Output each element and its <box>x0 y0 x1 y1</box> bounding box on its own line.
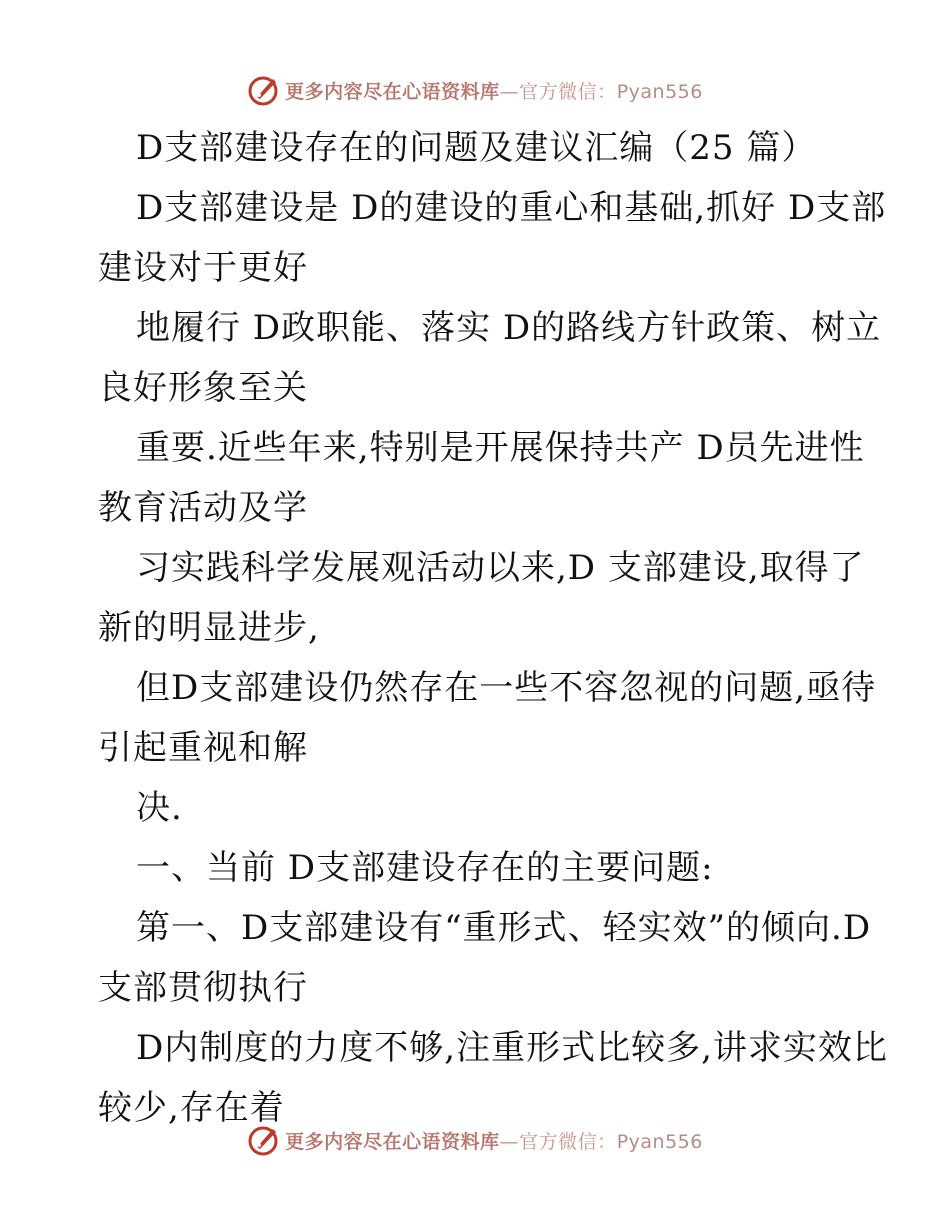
banner-site-text: 更多内容尽在心语资料库 <box>285 80 500 103</box>
paragraph-line: 习实践科学发展观活动以来,D 支部建设,取得了新的明显进步, <box>98 548 865 648</box>
paragraph-line: D支部建设是 D的建设的重心和基础,抓好 D支部建设对于更好 <box>98 188 887 288</box>
footer-banner <box>0 1120 950 1160</box>
paragraph-line: 决. <box>136 788 183 828</box>
heading-line: 一、当前 D支部建设存在的主要问题: <box>136 848 714 888</box>
banner-text <box>285 1127 703 1154</box>
paragraph-line: 第一、D支部建设有“重形式、轻实效”的倾向.D 支部贯彻执行 <box>98 908 872 1008</box>
banner-dash: — <box>499 80 520 103</box>
header-banner <box>0 70 950 110</box>
paragraph-4 <box>98 538 898 658</box>
paragraph-line: D内制度的力度不够,注重形式比较多,讲求实效比较少,存在着 <box>98 1028 888 1128</box>
paragraph-line: 重要.近些年来,特别是开展保持共产 D员先进性教育活动及学 <box>98 428 865 528</box>
section-heading <box>98 838 898 898</box>
document-title: D支部建设存在的问题及建议汇编（25 篇） <box>136 128 817 168</box>
paragraph-7 <box>98 898 898 1018</box>
quill-logo-icon <box>247 1123 281 1157</box>
paragraph-5 <box>98 658 898 778</box>
quill-logo-icon <box>247 73 281 107</box>
banner-wechat-id: Pyan556 <box>616 80 703 103</box>
banner-dash: — <box>499 1130 520 1153</box>
banner-text <box>285 77 703 104</box>
paragraph-1 <box>98 178 898 298</box>
banner-wechat-id: Pyan556 <box>616 1130 703 1153</box>
paragraph-line: 地履行 D政职能、落实 D的路线方针政策、树立良好形象至关 <box>98 308 882 408</box>
banner-wechat-label: 官方微信： <box>519 80 617 103</box>
banner-wechat-label: 官方微信： <box>519 1130 617 1153</box>
paragraph-2 <box>98 298 898 418</box>
paragraph-6 <box>98 778 898 838</box>
document-body <box>98 118 898 1138</box>
banner-site-text: 更多内容尽在心语资料库 <box>285 1130 500 1153</box>
paragraph-3 <box>98 418 898 538</box>
paragraph-line: 但D支部建设仍然存在一些不容忽视的问题,亟待引起重视和解 <box>98 668 877 768</box>
